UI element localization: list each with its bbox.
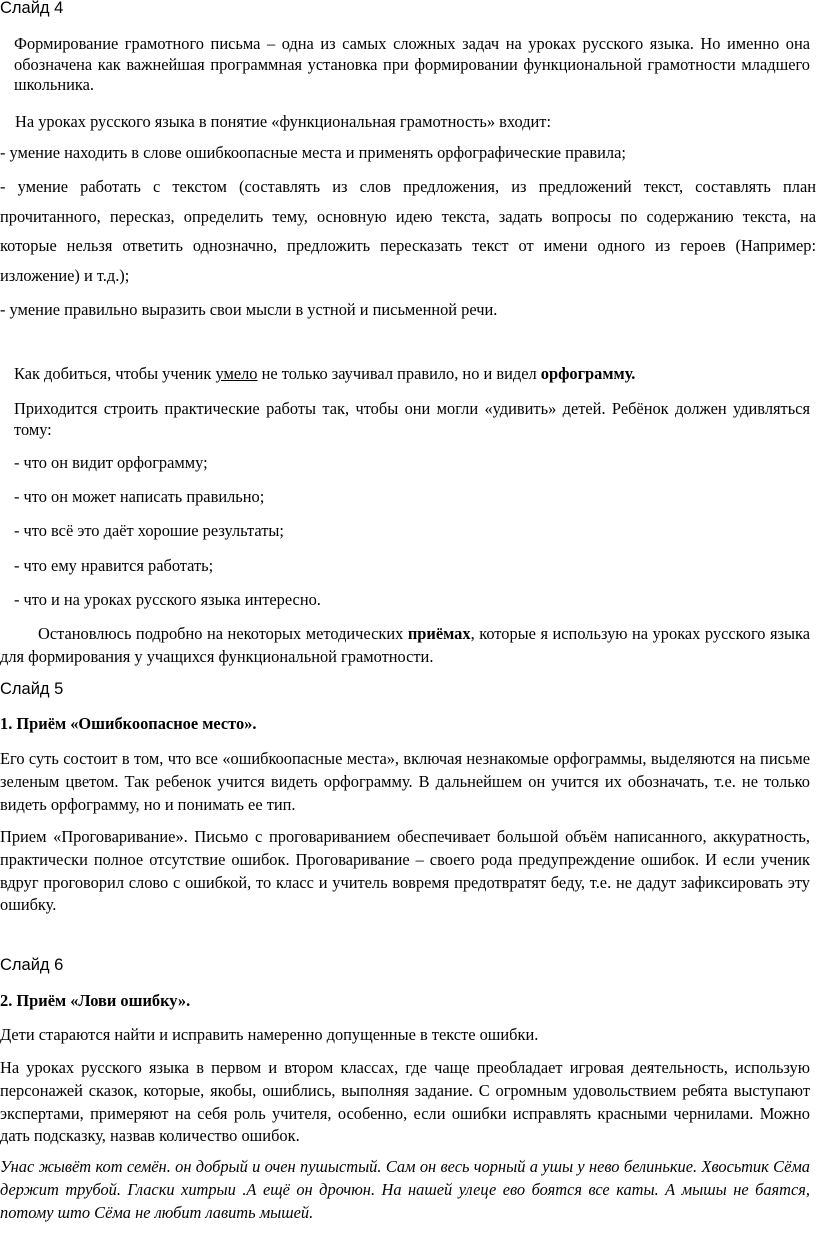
question-text: Как добиться, чтобы ученик <box>14 364 216 383</box>
slide-5-heading: Слайд 5 <box>0 680 64 698</box>
closing-text: Остановлюсь подробно на некоторых методических <box>38 624 408 643</box>
wonder-item: - что ему нравится работать; <box>14 556 214 575</box>
slide-4-question <box>14 364 816 384</box>
closing-text: , которые я использую на уроках русского языка для формирования у учащихся функциональной грамотности. <box>0 624 810 666</box>
slide-4-practical: Приходится строить практические работы так, чтобы они могли «удивить» детей. Ребёнок должен удивляться тому: <box>14 399 810 439</box>
question-underlined-word: умело <box>215 364 258 383</box>
slide-6-title <box>0 991 816 1011</box>
slide-4-item: - умение правильно выразить свои мысли в устной и письменной речи. <box>0 300 498 319</box>
slide-5-paragraph: Его суть состоит в том, что все «ошибкоопасные места», включая незнакомые орфограммы, выделяются на письме зеленым цветом. Так ребенок учится видеть орфограмму. В дальнейшем он учится их обозначать, т.е. не только видеть орфограмму, но и понимать ее тип. <box>0 749 810 814</box>
slide-6-example-text: Унас жывёт кот семён. он добрый и очен пушыстый. Сам он весь чорный а ушы у нево белинькие. Хвосьтик Сёма держит трубой. Гласки хитрыи .А ещё он дрочюн. На нашей улеце ево боятся все каты. А мышы не баятся, потому што Сёма не любит лавить мышей. <box>0 1157 810 1222</box>
wonder-item: - что он видит орфограмму; <box>14 453 208 472</box>
slide-5-paragraph: Прием «Проговаривание». Письмо с проговариванием обеспечивает большой объём написанного, аккуратность, практически полное отсутствие ошибок. Проговаривание – своего рода предупреждение ошибок. И если ученик вдруг проговорил слово с ошибкой, то класс и учитель вовремя предотвратят беду, т.е. не дадут зафиксировать эту ошибку. <box>0 827 810 915</box>
slide-6-heading: Слайд 6 <box>0 956 64 974</box>
question-text: не только заучивал правило, но и видел <box>257 364 541 383</box>
question-bold-word: орфограмму. <box>540 364 636 383</box>
slide-5-title <box>0 714 816 734</box>
wonder-item: - что он может написать правильно; <box>14 487 265 506</box>
slide-6-paragraph: На уроках русского языка в первом и втором классах, где чаще преобладает игровая деятельность, использую персонажей сказок, которые, якобы, ошиблись, выполняя задание. С огромным удовольствием ребята выступают экспертами, примеряют на себя роль учителя, особенно, если ошибки исправлять красными чернилами. Можно дать подсказку, назвав количество ошибок. <box>0 1058 810 1146</box>
wonder-item: - что всё это даёт хорошие результаты; <box>14 521 284 540</box>
slide-4-closing <box>0 623 810 669</box>
technique-title: 2. Приём «Лови ошибку». <box>0 991 191 1010</box>
technique-title: 1. Приём «Ошибкоопасное место». <box>0 714 257 733</box>
slide-4-intro: Формирование грамотного письма – одна из самых сложных задач на уроках русского языка. Но именно она обозначена как важнейшая программная установка при формировании функциональной грамотности младшего школьника. <box>14 34 810 94</box>
wonder-item: - что и на уроках русского языка интересно. <box>14 590 321 609</box>
slide-4-heading: Слайд 4 <box>0 0 64 17</box>
slide-4-item: - умение находить в слове ошибкоопасные места и применять орфографические правила; <box>0 143 626 162</box>
slide-6-paragraph: Дети стараются найти и исправить намеренно допущенные в тексте ошибки. <box>0 1025 539 1044</box>
slide-4-lead: На уроках русского языка в понятие «функциональная грамотность» входит: <box>15 112 552 131</box>
closing-bold-word: приёмах <box>407 624 471 643</box>
slide-4-item: - умение работать с текстом (составлять из слов предложения, из предложений текст, составлять план прочитанного, пересказ, определить тему, основную идею текста, задать вопросы по содержанию текста, на которые нельзя ответить однозначно, предложить пересказать текст от имени одного из героев (Например: изложение) и т.д.); <box>0 177 816 285</box>
